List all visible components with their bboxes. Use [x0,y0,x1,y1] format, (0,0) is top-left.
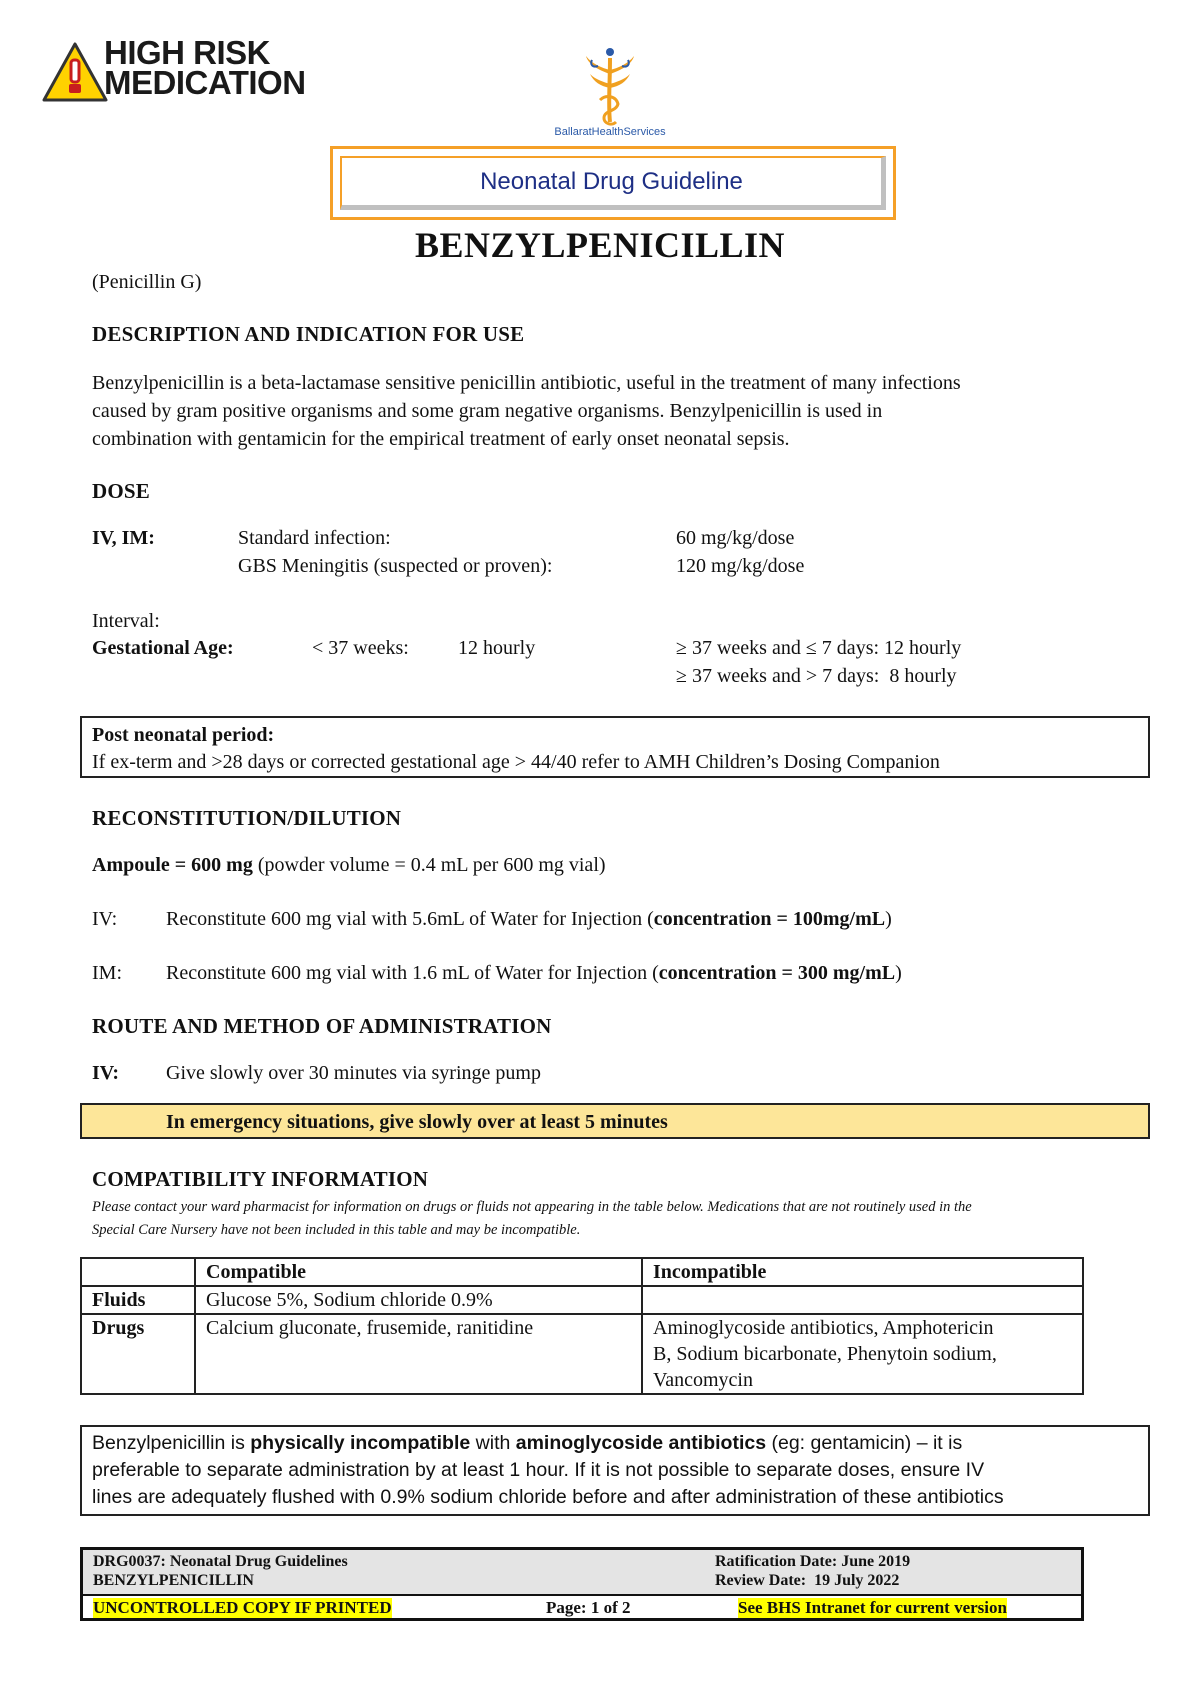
footer-review: Review Date: 19 July 2022 [715,1572,900,1589]
warning-p1: Benzylpenicillin is [92,1432,251,1454]
high-risk-line2: MEDICATION [104,64,306,101]
recon-iv-line [166,905,892,933]
dose-indication-2: GBS Meningitis (suspected or proven): [238,555,553,577]
footer-info [83,1550,1081,1596]
ga-rule-1: ≥ 37 weeks and ≤ 7 days: 12 hourly [676,637,962,659]
emergency-box [80,1103,1150,1139]
reconstitution-heading: RECONSTITUTION/DILUTION [92,806,402,830]
description-line-1: Benzylpenicillin is a beta-lactamase sensitive penicillin antibiotic, useful in the treatment of many infections [92,372,961,394]
drugs-incompatible [642,1314,1083,1394]
route-heading: ROUTE AND METHOD OF ADMINISTRATION [92,1014,552,1038]
footer-uncontrolled: UNCONTROLLED COPY IF PRINTED [93,1598,392,1617]
footer-intranet: See BHS Intranet for current version [738,1598,1007,1617]
ga-under-37-interval: 12 hourly [458,637,536,659]
footer-doc-drug: BENZYLPENICILLIN [93,1572,254,1589]
dose-route-label: IV, IM: [92,527,155,549]
recon-im-text: Reconstitute 600 mg vial with 1.6 mL of Water for Injection ( [166,962,659,984]
recon-im-concentration: concentration = 300 mg/mL [658,962,896,984]
compatibility-table [80,1257,1084,1395]
interval-label: Interval: [92,610,160,632]
description-heading: DESCRIPTION AND INDICATION FOR USE [92,322,525,346]
dose-amount-1: 60 mg/kg/dose [676,527,795,549]
warning-b2: aminoglycoside antibiotics [515,1432,767,1454]
ampoule-volume: (powder volume = 0.4 mL per 600 mg vial) [252,854,606,876]
emergency-text: In emergency situations, give slowly over at least 5 minutes [166,1111,668,1133]
dose-indication-1: Standard infection: [238,527,391,549]
ga-rule-2: ≥ 37 weeks and > 7 days: 8 hourly [676,665,957,687]
dose-heading: DOSE [92,479,150,503]
warning-line3: lines are adequately flushed with 0.9% sodium chloride before and after administration of these antibiotics [92,1486,1004,1508]
footer-page: Page: 1 of 2 [546,1598,631,1617]
drugs-incompatible-line3: Vancomycin [653,1369,753,1391]
col-compatible-header: Compatible [195,1258,642,1286]
recon-iv-text: Reconstitute 600 mg vial with 5.6mL of Water for Injection ( [166,908,654,930]
recon-im-line [166,959,902,987]
recon-iv-concentration: concentration = 100mg/mL [653,908,886,930]
table-row [81,1286,1083,1314]
warning-b1: physically incompatible [250,1432,471,1454]
high-risk-line1: HIGH RISK [104,34,271,71]
ga-under-37-label: < 37 weeks: [312,637,409,659]
route-iv-text: Give slowly over 30 minutes via syringe pump [166,1062,541,1084]
drugs-label: Drugs [81,1314,195,1394]
recon-im-label: IM: [92,962,122,984]
guideline-label: Neonatal Drug Guideline [340,156,886,210]
compatibility-heading: COMPATIBILITY INFORMATION [92,1167,429,1191]
table-header-row [81,1258,1083,1286]
drug-alias: (Penicillin G) [92,271,202,293]
warning-line1 [92,1430,1004,1457]
organisation-name: BallaratHealthServices [554,126,666,138]
dose-amount-2: 120 mg/kg/dose [676,555,805,577]
recon-im-close: ) [895,962,902,984]
drugs-compatible: Calcium gluconate, frusemide, ranitidine [195,1314,642,1394]
table-corner-cell [81,1258,195,1286]
drugs-incompatible-line2: B, Sodium bicarbonate, Phenytoin sodium, [653,1343,997,1365]
warning-line2: preferable to separate administration by at least 1 hour. If it is not possible to separate doses, ensure IV [92,1459,985,1481]
recon-iv-close: ) [885,908,892,930]
drug-title: BENZYLPENICILLIN [414,225,786,265]
footer-status [83,1596,1081,1618]
post-neonatal-title: Post neonatal period: [92,724,275,746]
footer-ratification: Ratification Date: June 2019 [715,1553,911,1570]
footer-doc-id: DRG0037: Neonatal Drug Guidelines [93,1553,348,1570]
warning-p3: (eg: gentamicin) – it is [766,1432,963,1454]
table-row [81,1314,1083,1394]
guideline-banner [330,146,896,220]
incompatibility-warning-box [80,1425,1150,1516]
high-risk-label [104,34,306,101]
fluids-label: Fluids [81,1286,195,1314]
col-incompatible-header: Incompatible [642,1258,1083,1286]
route-iv-label: IV: [92,1062,120,1084]
fluids-incompatible [642,1286,1083,1314]
warning-text [92,1430,1004,1511]
post-neonatal-text: If ex-term and >28 days or corrected gestational age > 44/40 refer to AMH Children’s Dosing Companion [92,751,940,773]
fluids-compatible: Glucose 5%, Sodium chloride 0.9% [195,1286,642,1314]
drugs-incompatible-line1: Aminoglycoside antibiotics, Amphotericin [653,1317,994,1339]
description-line-2: caused by gram positive organisms and some gram negative organisms. Benzylpenicillin is used in [92,400,883,422]
gestational-age-label: Gestational Age: [92,637,234,659]
compatibility-note-line1: Please contact your ward pharmacist for information on drugs or fluids not appearing in the table below. Medications that are not routinely used in the [92,1199,972,1215]
compatibility-note [92,1196,972,1242]
ampoule-line [92,851,606,879]
post-neonatal-box [80,716,1150,778]
compatibility-note-line2: Special Care Nursery have not been included in this table and may be incompatible. [92,1222,581,1238]
recon-iv-label: IV: [92,908,118,930]
warning-p2: with [470,1432,516,1454]
document-footer [80,1547,1084,1621]
description-line-3: combination with gentamicin for the empirical treatment of early onset neonatal sepsis. [92,428,790,450]
ampoule-amount: Ampoule = 600 mg [92,854,253,876]
